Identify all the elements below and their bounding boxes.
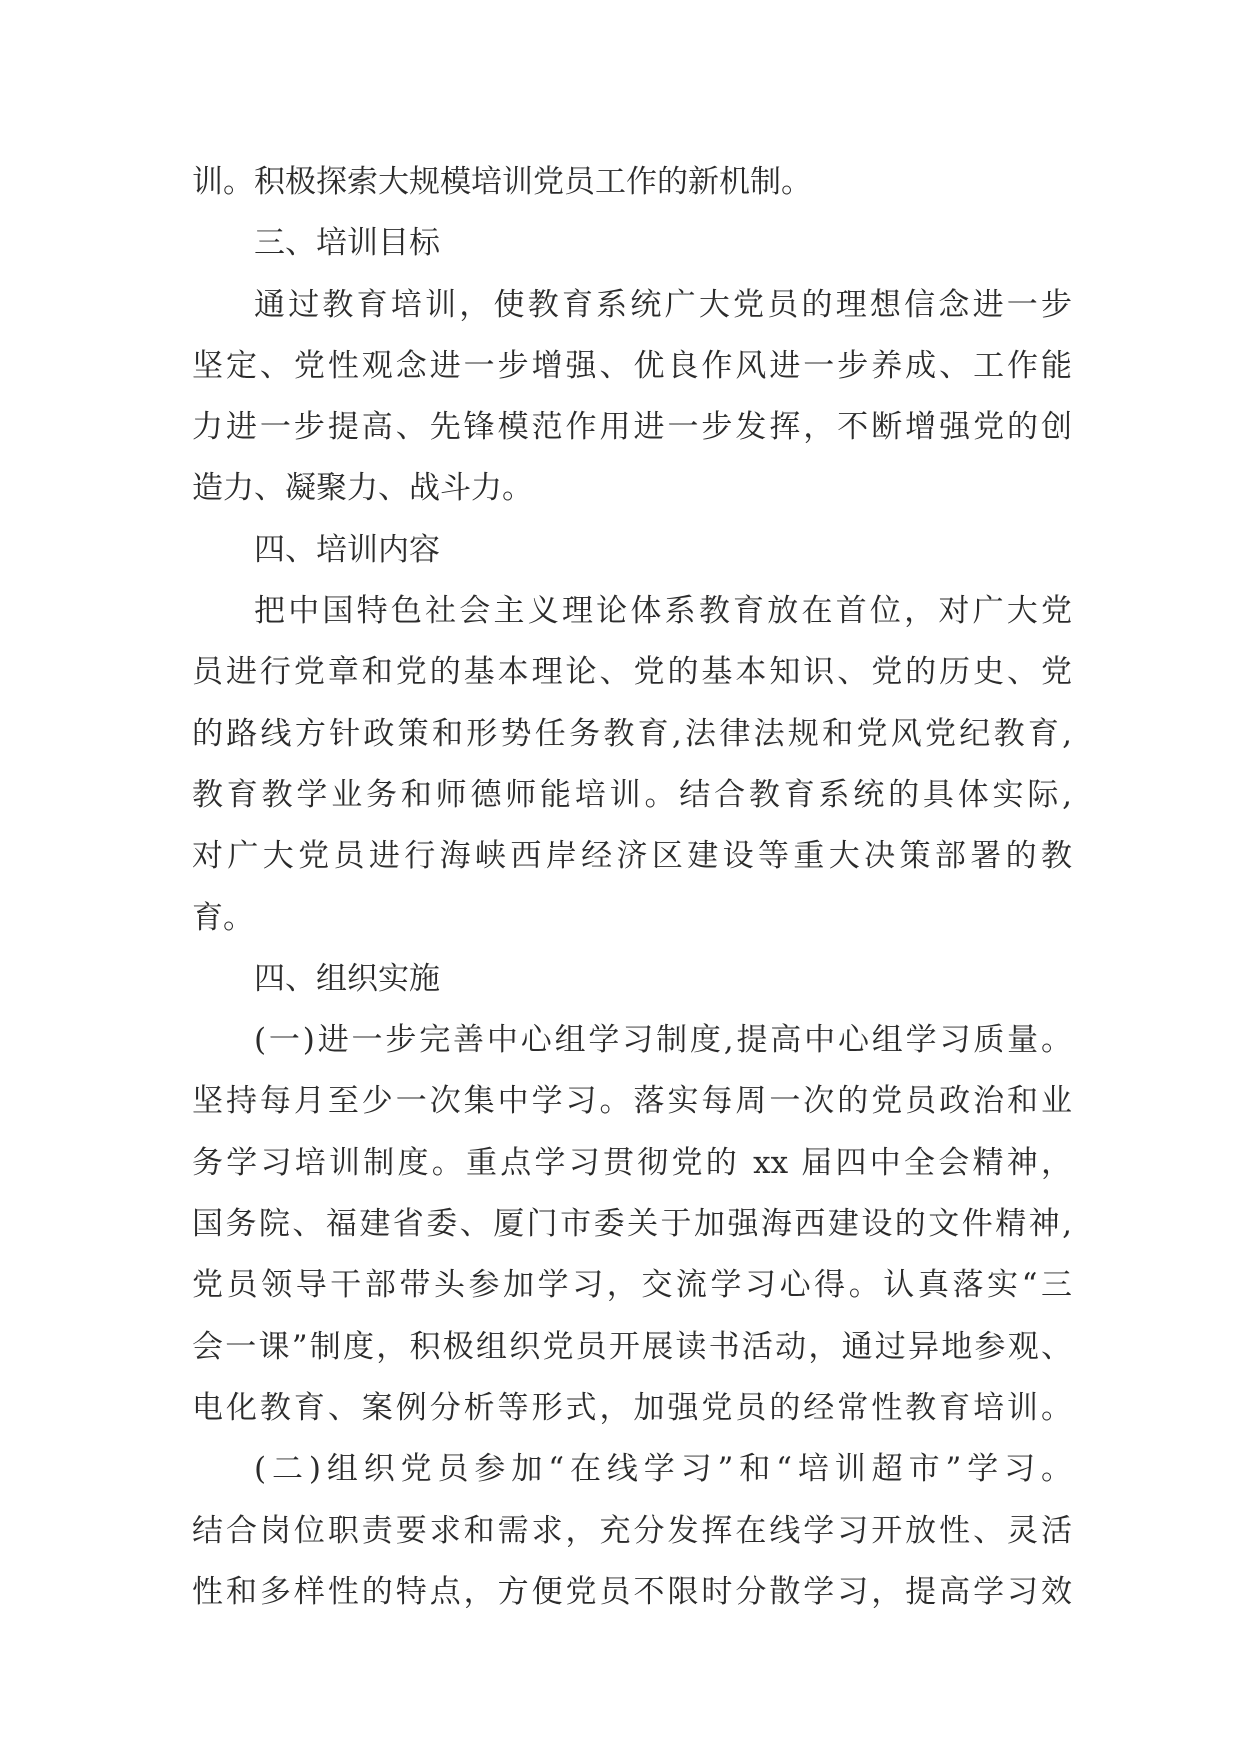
text-line: 党员领导干部带头参加学习，交流学习心得。认真落实“三: [192, 1267, 1072, 1304]
text-line: 的路线方针政策和形势任务教育,法律法规和党风党纪教育,: [192, 715, 1072, 752]
text-line: 四、培训内容: [254, 531, 440, 568]
text-line: (二)组织党员参加“在线学习”和“培训超市”学习。: [254, 1451, 1072, 1488]
text-line: 务学习培训制度。重点学习贯彻党的 xx 届四中全会精神，: [192, 1144, 1072, 1181]
text-line: 性和多样性的特点，方便党员不限时分散学习，提高学习效: [192, 1573, 1072, 1610]
text-line: 训。积极探索大规模培训党员工作的新机制。: [192, 164, 812, 200]
text-line: 国务院、福建省委、厦门市委关于加强海西建设的文件精神,: [192, 1206, 1072, 1243]
text-line: 会一课”制度，积极组织党员开展读书活动，通过异地参观、: [192, 1328, 1072, 1365]
document-body: [192, 152, 1072, 1623]
text-line: 把中国特色社会主义理论体系教育放在首位，对广大党: [254, 593, 1072, 630]
text-line: 电化教育、案例分析等形式，加强党员的经常性教育培训。: [192, 1389, 1072, 1426]
text-line: 结合岗位职责要求和需求，充分发挥在线学习开放性、灵活: [192, 1512, 1072, 1549]
text-line: 员进行党章和党的基本理论、党的基本知识、党的历史、党: [192, 654, 1072, 691]
text-line: 造力、凝聚力、战斗力。: [192, 470, 533, 507]
text-line: (一)进一步完善中心组学习制度,提高中心组学习质量。: [254, 1022, 1072, 1059]
text-line: 对广大党员进行海峡西岸经济区建设等重大决策部署的教: [192, 838, 1072, 875]
text-line: 力进一步提高、先锋模范作用进一步发挥，不断增强党的创: [192, 409, 1072, 446]
text-line: 坚定、党性观念进一步增强、优良作风进一步养成、工作能: [192, 347, 1072, 384]
text-line: 育。: [192, 899, 254, 936]
text-line: 四、组织实施: [254, 960, 440, 997]
text-line: 坚持每月至少一次集中学习。落实每周一次的党员政治和业: [192, 1083, 1072, 1120]
text-line: 通过教育培训，使教育系统广大党员的理想信念进一步: [254, 286, 1072, 323]
text-line: 三、培训目标: [254, 225, 440, 262]
text-line: 教育教学业务和师德师能培训。结合教育系统的具体实际,: [192, 776, 1072, 813]
